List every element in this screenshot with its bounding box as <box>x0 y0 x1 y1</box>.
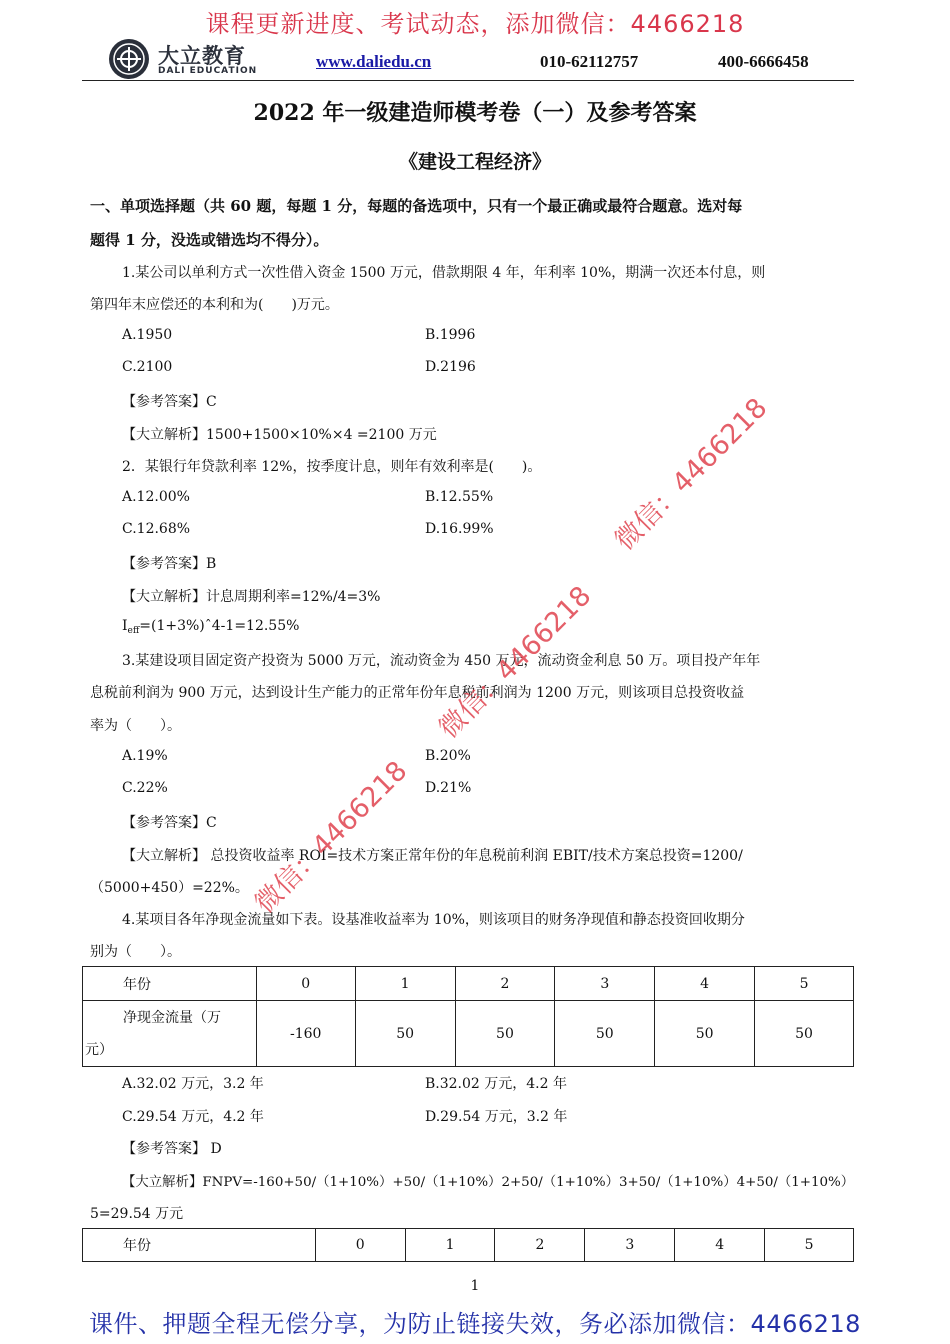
section-heading: 一、单项选择题（共 60 题，每题 1 分，每题的备选项中，只有一个最正确或最符合题意。选对每 <box>90 197 743 215</box>
table-cell: 5 <box>755 967 854 1001</box>
question-4-text-cont: 别为（ ）。 <box>90 944 181 960</box>
q1-option-d: D.2196 <box>425 359 476 375</box>
table-cell: 1 <box>405 1229 495 1262</box>
table-cell: 3 <box>585 1229 675 1262</box>
document-title: 2022 年一级建造师模考卷（一）及参考答案 <box>253 100 697 126</box>
question-3-text: 3.某建设项目固定资产投资为 5000 万元，流动资金为 450 万元，流动资金利息 50 万。项目投产年年 <box>122 653 761 669</box>
table-cell: 50 <box>655 1001 755 1067</box>
q4-answer: 【参考答案】 D <box>122 1141 222 1157</box>
q3-analysis: 【大立解析】 总投资收益率 ROI=技术方案正常年份的年息税前利润 EBIT/技术方案总投资=1200/ <box>122 848 743 864</box>
q4-option-a: A.32.02 万元，3.2 年 <box>122 1076 264 1092</box>
table-cell: 4 <box>675 1229 765 1262</box>
q1-option-b: B.1996 <box>425 327 476 343</box>
logo-subtext: DALI EDUCATION <box>158 66 258 76</box>
table-cell: 4 <box>655 967 755 1001</box>
q4-analysis: 【大立解析】FNPV=-160+50/（1+10%）+50/（1+10%）2+50/（1+10%）3+50/（1+10%）4+50/（1+10%） <box>122 1175 855 1190</box>
dali-logo-icon <box>108 38 150 80</box>
q2-analysis: 【大立解析】计息周期利率=12%/4=3% <box>122 589 381 605</box>
table-cell: 50 <box>355 1001 455 1067</box>
q4-analysis-cont: 5=29.54 万元 <box>90 1206 184 1222</box>
table-cell: 2 <box>455 967 555 1001</box>
page-header <box>108 38 868 82</box>
q4-option-c: C.29.54 万元，4.2 年 <box>122 1109 264 1125</box>
table-row <box>83 1001 854 1067</box>
q3-option-d: D.21% <box>425 780 472 796</box>
q1-option-c: C.2100 <box>122 359 173 375</box>
table-header-row <box>83 967 854 1001</box>
q4-option-b: B.32.02 万元，4.2 年 <box>425 1076 567 1092</box>
q2-option-a: A.12.00% <box>122 489 190 505</box>
hotline-number: 400-6666458 <box>718 52 809 71</box>
page-number: 1 <box>470 1278 480 1294</box>
table-cell: 0 <box>315 1229 405 1262</box>
cash-flow-table <box>82 966 854 1067</box>
q3-option-a: A.19% <box>122 748 168 764</box>
q4-option-d: D.29.54 万元，3.2 年 <box>425 1109 568 1125</box>
table-cell: 年份 <box>83 967 257 1001</box>
cash-flow-table-2 <box>82 1228 854 1262</box>
top-banner: 课程更新进度、考试动态，添加微信：4466218 <box>205 10 745 38</box>
table-cell: 3 <box>555 967 655 1001</box>
q3-answer: 【参考答案】C <box>122 815 217 831</box>
watermark: 微信：4466218 <box>249 755 414 920</box>
question-3-text-end: 率为（ ）。 <box>90 718 181 734</box>
table-header-row <box>83 1229 854 1262</box>
bottom-banner: 课件、押题全程无偿分享，为防止链接失效，务必添加微信：4466218 <box>89 1310 861 1338</box>
table-cell: 5 <box>765 1229 854 1262</box>
watermark: 微信：4466218 <box>609 392 774 557</box>
q3-analysis-cont: （5000+450）=22%。 <box>90 880 249 896</box>
table-cell: 1 <box>355 967 455 1001</box>
phone-number: 010-62112757 <box>540 52 639 71</box>
question-3-text-cont: 息税前利润为 900 万元，达到设计生产能力的正常年份年息税前利润为 1200 万元，则该项目总投资收益 <box>90 685 745 701</box>
q3-option-b: B.20% <box>425 748 471 764</box>
table-cell: 年份 <box>83 1229 316 1262</box>
q3-option-c: C.22% <box>122 780 168 796</box>
question-4-text: 4.某项目各年净现金流量如下表。设基准收益率为 10%，则该项目的财务净现值和静态投资回收期分 <box>122 912 745 928</box>
website-link[interactable]: www.daliedu.cn <box>316 52 432 71</box>
logo-text: 大立教育 <box>158 44 246 68</box>
q2-answer: 【参考答案】B <box>122 556 217 572</box>
question-2-text: 2．某银行年贷款利率 12%，按季度计息，则年有效利率是( )。 <box>122 459 542 475</box>
q1-analysis: 【大立解析】1500+1500×10%×4 =2100 万元 <box>122 427 437 443</box>
q2-option-d: D.16.99% <box>425 521 494 537</box>
table-cell: 0 <box>256 967 355 1001</box>
document-subtitle: 《建设工程经济》 <box>398 151 551 173</box>
watermark: 微信：4466218 <box>433 580 598 745</box>
section-heading-cont: 题得 1 分，没选或错选均不得分）。 <box>90 231 329 249</box>
table-cell: 50 <box>555 1001 655 1067</box>
q2-option-c: C.12.68% <box>122 521 191 537</box>
q1-answer: 【参考答案】C <box>122 394 217 410</box>
table-cell: 50 <box>755 1001 854 1067</box>
table-cell: -160 <box>256 1001 355 1067</box>
table-cell: 2 <box>495 1229 585 1262</box>
table-cell: 50 <box>455 1001 555 1067</box>
q2-option-b: B.12.55% <box>425 489 494 505</box>
question-1-text-cont: 第四年末应偿还的本利和为( )万元。 <box>90 297 339 313</box>
q2-formula: $I_{eff}=(1+3\%)ˆ4-1=12.55\%$ <box>122 618 300 636</box>
q1-option-a: A.1950 <box>122 327 173 343</box>
header-divider <box>82 80 854 81</box>
table-cell: 净现金流量（万 元） <box>83 1001 257 1067</box>
question-1-text: 1.某公司以单利方式一次性借入资金 1500 万元，借款期限 4 年，年利率 10%，期满一次还本付息，则 <box>122 265 766 281</box>
